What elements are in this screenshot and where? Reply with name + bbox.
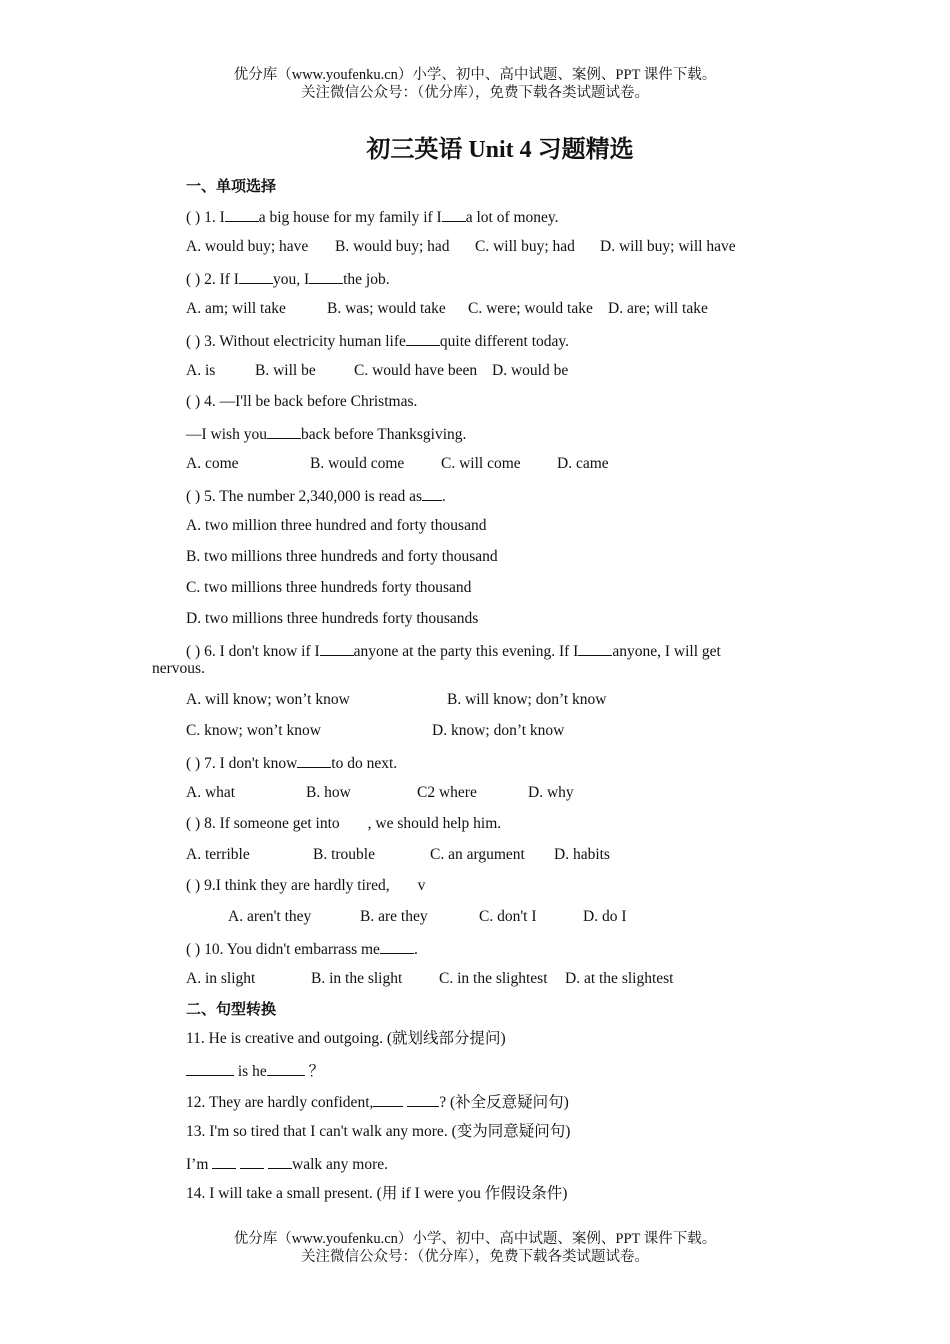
question-3-text-a: ( ) 3. Without electricity human life xyxy=(186,333,406,350)
question-3 xyxy=(186,330,569,352)
question-12 xyxy=(186,1091,569,1113)
answer-blank xyxy=(268,1153,292,1169)
answer-blank xyxy=(267,423,301,439)
footer-line-1: 优分库（www.youfenku.cn）小学、初中、高中试题、案例、PPT 课件下载。 xyxy=(233,1231,717,1247)
document-title: 初三英语 Unit 4 习题精选 xyxy=(366,137,634,163)
answer-blank xyxy=(225,206,259,222)
question-4-text-b: back before Thanksgiving. xyxy=(300,426,467,443)
option-a: A. aren't they xyxy=(228,908,312,925)
question-4-reply xyxy=(186,423,466,445)
question-6-text-a: ( ) 6. I don't know if I xyxy=(186,643,320,660)
answer-blank xyxy=(239,268,273,284)
answer-blank xyxy=(380,938,414,954)
option-b: B. would buy; had xyxy=(335,238,450,255)
question-9-text-a: ( ) 9.I think they are hardly tired, xyxy=(186,877,390,894)
question-5-text-b: . xyxy=(442,488,446,505)
question-2-text-b: you, I xyxy=(272,271,310,288)
option-a: A. am; will take xyxy=(186,300,286,317)
option-b: B. would come xyxy=(310,455,405,472)
option-d: D. habits xyxy=(554,846,610,863)
option-a: A. in slight xyxy=(186,970,256,987)
question-13: 13. I'm so tired that I can't walk any more. (变为同意疑问句) xyxy=(186,1123,571,1140)
option-c: C. will buy; had xyxy=(475,238,575,255)
option-b: B. trouble xyxy=(313,846,375,863)
option-d: D. are; will take xyxy=(608,300,708,317)
option-a: A. would buy; have xyxy=(186,238,309,255)
option-c: C. don't I xyxy=(479,908,537,925)
option-a: A. what xyxy=(186,784,236,801)
question-5 xyxy=(186,485,446,507)
option-c: C. will come xyxy=(441,455,521,472)
question-9-text-b: v xyxy=(417,877,426,894)
question-8 xyxy=(186,814,501,834)
option-c: C. in the slightest xyxy=(439,970,548,987)
answer-blank xyxy=(320,640,354,656)
question-3-text-b: quite different today. xyxy=(439,333,570,350)
question-11-text-a: is he xyxy=(237,1063,267,1080)
option-c: C2 where xyxy=(417,784,477,801)
question-7-text-b: to do next. xyxy=(331,755,398,772)
header-line-2: 关注微信公众号：（优分库），免费下载各类试题试卷。 xyxy=(301,85,649,101)
option-c: C. an argument xyxy=(430,846,525,863)
question-11-text-b: ？ xyxy=(308,1063,325,1080)
option-b: B. will know; don’t know xyxy=(447,691,607,708)
answer-blank xyxy=(297,752,331,768)
answer-blank xyxy=(407,1091,439,1107)
option-b: B. was; would take xyxy=(327,300,446,317)
question-12-text-b: ? (补全反意疑问句) xyxy=(439,1094,569,1111)
footer-line-2: 关注微信公众号：（优分库），免费下载各类试题试卷。 xyxy=(301,1249,649,1265)
question-8-text-a: ( ) 8. If someone get into xyxy=(186,815,340,832)
question-5-text-a: ( ) 5. The number 2,340,000 is read as xyxy=(186,488,423,505)
answer-blank xyxy=(578,640,612,656)
answer-blank xyxy=(240,1153,264,1169)
page-header xyxy=(0,66,950,102)
question-10 xyxy=(186,938,418,960)
question-13-answer-line xyxy=(186,1153,388,1175)
option-b: B. are they xyxy=(360,908,428,925)
section-heading-sentence-transformation: 二、句型转换 xyxy=(186,1000,277,1018)
question-9 xyxy=(186,876,425,896)
question-7-text-a: ( ) 7. I don't know xyxy=(186,755,298,772)
option-a: A. two million three hundred and forty thousand xyxy=(186,517,487,534)
question-7 xyxy=(186,752,397,774)
question-1 xyxy=(186,206,559,228)
question-6-text-c: anyone, I will get xyxy=(612,643,721,660)
question-4: ( ) 4. —I'll be back before Christmas. xyxy=(186,393,418,410)
question-11: 11. He is creative and outgoing. (就划线部分提问) xyxy=(186,1030,506,1047)
question-6-text-b: anyone at the party this evening. If I xyxy=(353,643,579,660)
question-11-answer-line xyxy=(186,1060,324,1082)
question-2-text-a: ( ) 2. If I xyxy=(186,271,239,288)
question-13-text-b: walk any more. xyxy=(292,1156,388,1173)
answer-blank xyxy=(267,1060,305,1076)
question-14: 14. I will take a small present. (用 if I were you 作假设条件) xyxy=(186,1185,568,1202)
option-d: D. do I xyxy=(583,908,627,925)
header-line-1: 优分库（www.youfenku.cn）小学、初中、高中试题、案例、PPT 课件下载。 xyxy=(233,67,717,83)
option-c: C. know; won’t know xyxy=(186,722,321,739)
question-12-text-a: 12. They are hardly confident, xyxy=(186,1094,374,1111)
question-2 xyxy=(186,268,390,290)
answer-blank xyxy=(309,268,343,284)
answer-blank xyxy=(212,1153,236,1169)
option-d: D. came xyxy=(557,455,609,472)
question-10-text-a: ( ) 10. You didn't embarrass me xyxy=(186,941,380,958)
option-c: C. two millions three hundreds forty thousand xyxy=(186,579,472,596)
option-b: B. two millions three hundreds and forty thousand xyxy=(186,548,498,565)
option-a: A. will know; won’t know xyxy=(186,691,350,708)
question-1-text-a: ( ) 1. I xyxy=(186,209,225,226)
answer-blank xyxy=(406,330,440,346)
question-1-text-c: a lot of money. xyxy=(465,209,559,226)
option-c: C. were; would take xyxy=(468,300,593,317)
question-1-text-b: a big house for my family if I xyxy=(258,209,442,226)
question-6 xyxy=(186,640,721,662)
answer-blank xyxy=(422,485,442,501)
option-b: B. will be xyxy=(255,362,316,379)
option-c: C. would have been xyxy=(354,362,478,379)
option-b: B. how xyxy=(306,784,351,801)
question-13-text-a: I’m xyxy=(186,1156,209,1173)
answer-blank xyxy=(373,1091,403,1107)
question-8-text-b: , we should help him. xyxy=(367,815,502,832)
option-d: D. two millions three hundreds forty thousands xyxy=(186,610,479,627)
option-d: D. will buy; will have xyxy=(600,238,736,255)
question-6-continued: nervous. xyxy=(152,660,205,677)
question-4-text-a: —I wish you xyxy=(186,426,267,443)
page-footer xyxy=(0,1230,950,1266)
section-heading-multiple-choice: 一、单项选择 xyxy=(186,177,277,195)
answer-blank xyxy=(442,206,466,222)
option-d: D. why xyxy=(528,784,574,801)
option-a: A. is xyxy=(186,362,216,379)
option-a: A. terrible xyxy=(186,846,250,863)
answer-blank xyxy=(186,1060,234,1076)
question-2-text-c: the job. xyxy=(343,271,390,288)
option-b: B. in the slight xyxy=(311,970,403,987)
option-d: D. would be xyxy=(492,362,569,379)
option-d: D. know; don’t know xyxy=(432,722,565,739)
option-d: D. at the slightest xyxy=(565,970,674,987)
option-a: A. come xyxy=(186,455,239,472)
question-10-text-b: . xyxy=(413,941,418,958)
